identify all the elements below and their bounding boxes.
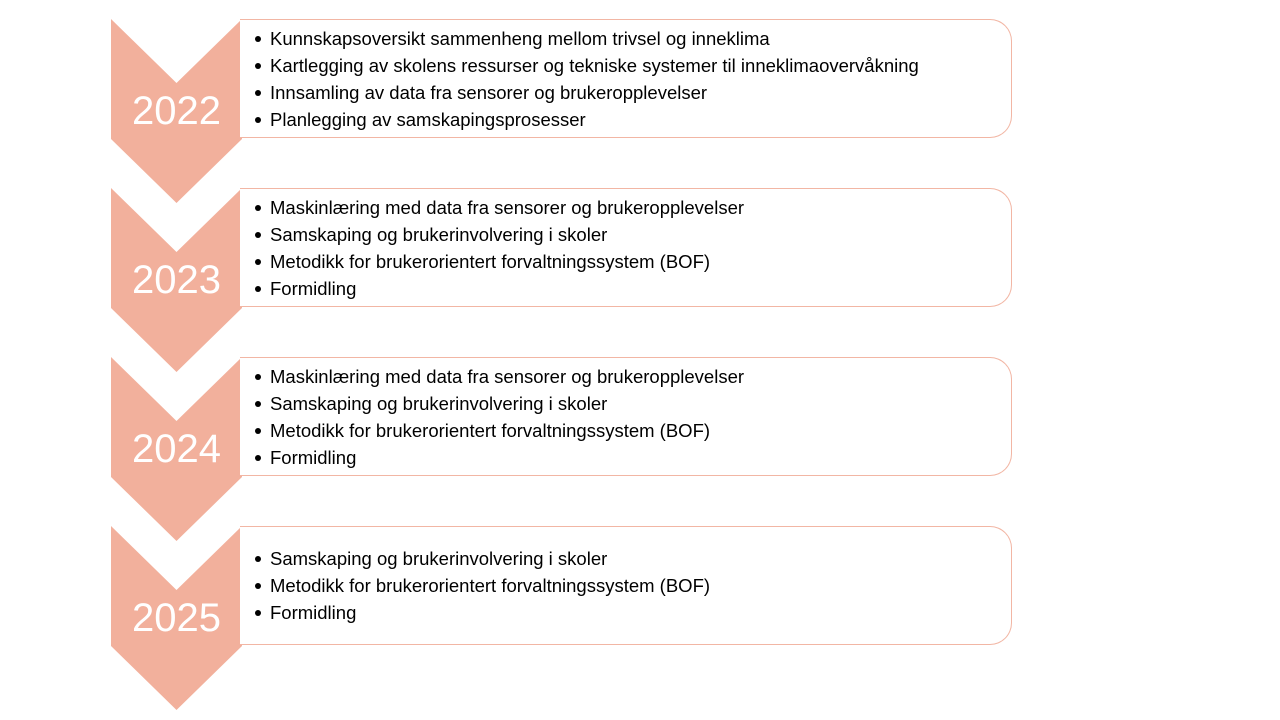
activity-list: [240, 527, 1011, 626]
activity-item: Maskinlæring med data fra sensorer og brukeropplevelser: [270, 194, 1011, 221]
activity-item: Samskaping og brukerinvolvering i skoler: [270, 390, 1011, 417]
timeline-row-2024: [0, 357, 1280, 547]
activity-box: [240, 357, 1012, 476]
activity-list: [240, 189, 1011, 302]
activity-item: Metodikk for brukerorientert forvaltningssystem (BOF): [270, 572, 1011, 599]
activity-item: Metodikk for brukerorientert forvaltningssystem (BOF): [270, 417, 1011, 444]
activity-item: Formidling: [270, 599, 1011, 626]
timeline-row-2025: [0, 526, 1280, 716]
activity-list: [240, 20, 1011, 133]
timeline-row-2023: [0, 188, 1280, 378]
activity-item: Metodikk for brukerorientert forvaltningssystem (BOF): [270, 248, 1011, 275]
year-label: 2023: [132, 258, 221, 302]
activity-item: Formidling: [270, 275, 1011, 302]
activity-item: Maskinlæring med data fra sensorer og brukeropplevelser: [270, 363, 1011, 390]
activity-box: [240, 19, 1012, 138]
activity-item: Samskaping og brukerinvolvering i skoler: [270, 545, 1011, 572]
timeline-row-2022: [0, 19, 1280, 209]
activity-item: Formidling: [270, 444, 1011, 471]
activity-item: Kunnskapsoversikt sammenheng mellom trivsel og inneklima: [270, 25, 1011, 52]
activity-item: Kartlegging av skolens ressurser og tekniske systemer til inneklimaovervåkning: [270, 52, 1011, 79]
activity-item: Innsamling av data fra sensorer og brukeropplevelser: [270, 79, 1011, 106]
activity-box: [240, 526, 1012, 645]
activity-item: Planlegging av samskapingsprosesser: [270, 106, 1011, 133]
activity-item: Samskaping og brukerinvolvering i skoler: [270, 221, 1011, 248]
year-label: 2024: [132, 427, 221, 471]
activity-list: [240, 358, 1011, 471]
year-label: 2025: [132, 596, 221, 640]
activity-box: [240, 188, 1012, 307]
year-label: 2022: [132, 89, 221, 133]
